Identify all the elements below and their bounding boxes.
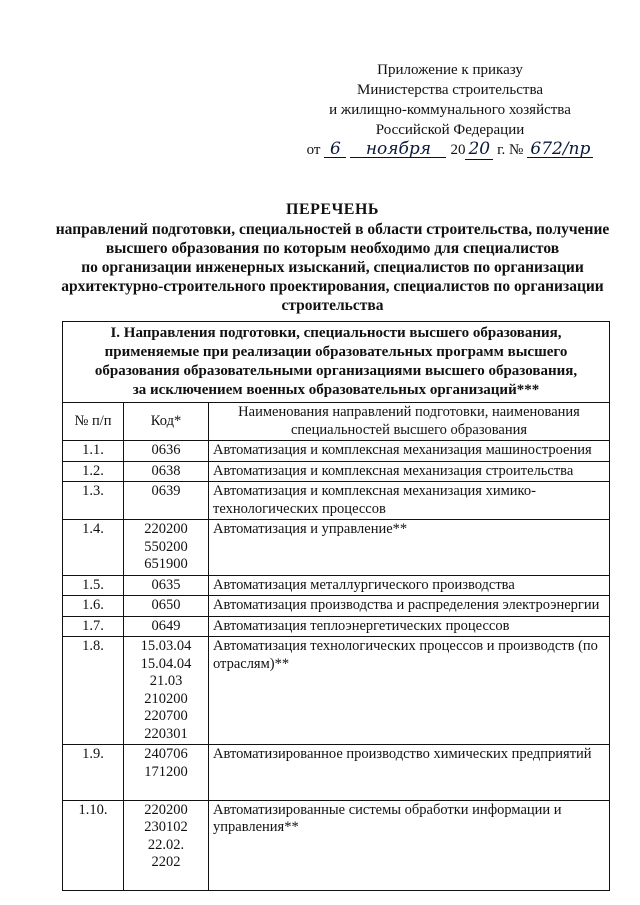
row-codes bbox=[124, 637, 209, 745]
row-number: 1.8. bbox=[63, 637, 124, 745]
title-line: высшего образования по которым необходимо для специалистов bbox=[105, 240, 560, 257]
row-codes bbox=[124, 745, 209, 801]
handwritten-year: 20 bbox=[465, 139, 493, 160]
section-line: применяемые при реализации образовательных программ высшего bbox=[104, 344, 568, 360]
table-row bbox=[63, 800, 610, 891]
year-prefix: 20 bbox=[450, 142, 466, 158]
handwritten-day: 6 bbox=[324, 141, 346, 158]
row-name: Автоматизация технологических процессов и производств (по отраслям)** bbox=[209, 637, 610, 745]
row-code: 0650 bbox=[151, 597, 181, 613]
row-code: 220200 bbox=[144, 521, 188, 537]
row-code: 210200 bbox=[144, 690, 188, 707]
row-code: 171200 bbox=[144, 763, 188, 780]
row-code: 0649 bbox=[151, 617, 181, 634]
row-number: 1.2. bbox=[63, 461, 124, 482]
row-code: 550200 bbox=[144, 538, 188, 555]
row-name: Автоматизированные системы обработки информации и управления** bbox=[209, 800, 610, 891]
row-code: 0635 bbox=[151, 576, 181, 593]
title-line: направлений подготовки, специальностей в области строительства, получение bbox=[55, 221, 610, 238]
row-codes bbox=[124, 461, 209, 482]
row-code: 0636 bbox=[151, 442, 181, 458]
row-code: 230102 bbox=[144, 819, 188, 835]
appendix-line: Российской Федерации bbox=[375, 122, 525, 138]
row-code: 15.03.04 bbox=[140, 638, 192, 654]
row-codes bbox=[124, 520, 209, 576]
handwritten-order-number: 672/пр bbox=[527, 141, 593, 158]
row-code: 651900 bbox=[144, 556, 188, 572]
appendix-line: и жилищно-коммунального хозяйства bbox=[329, 102, 571, 118]
row-name: Автоматизация и комплексная механизация строительства bbox=[209, 461, 610, 482]
table-row bbox=[63, 596, 610, 617]
row-name: Автоматизированное производство химических предприятий bbox=[209, 745, 610, 801]
row-codes bbox=[124, 482, 209, 520]
from-label: от bbox=[306, 142, 321, 158]
row-code: 220700 bbox=[144, 708, 188, 724]
appendix-block bbox=[300, 60, 600, 160]
row-codes bbox=[124, 575, 209, 596]
row-name: Автоматизация производства и распределения электроэнергии bbox=[209, 596, 610, 617]
table-row bbox=[63, 575, 610, 596]
row-code: 240706 bbox=[144, 746, 188, 762]
document-title bbox=[40, 200, 625, 315]
appendix-line: Приложение к приказу bbox=[377, 62, 523, 78]
row-code: 21.03 bbox=[149, 673, 183, 689]
row-number: 1.5. bbox=[63, 575, 124, 596]
row-name: Автоматизация и комплексная механизация машиностроения bbox=[209, 441, 610, 462]
row-spacer bbox=[128, 872, 204, 890]
table-row bbox=[63, 461, 610, 482]
row-number: 1.9. bbox=[63, 745, 124, 801]
row-spacer bbox=[128, 781, 204, 799]
row-code: 220200 bbox=[144, 801, 188, 818]
section-header bbox=[63, 322, 610, 403]
row-code: 2202 bbox=[151, 854, 181, 870]
row-codes bbox=[124, 596, 209, 617]
row-code: 22.02. bbox=[147, 836, 185, 853]
title-line: по организации инженерных изысканий, специалистов по организации bbox=[81, 259, 584, 276]
row-name: Автоматизация теплоэнергетических процессов bbox=[209, 616, 610, 637]
section-line: I. Направления подготовки, специальности высшего образования, bbox=[110, 325, 562, 341]
row-number: 1.3. bbox=[63, 482, 124, 520]
column-header-code: Код* bbox=[124, 403, 209, 441]
row-code: 15.04.04 bbox=[140, 655, 192, 672]
row-number: 1.7. bbox=[63, 616, 124, 637]
row-codes bbox=[124, 800, 209, 891]
row-codes bbox=[124, 616, 209, 637]
title-line: строительства bbox=[281, 297, 384, 314]
row-number: 1.10. bbox=[63, 800, 124, 891]
section-line: образования образовательными организациями высшего образования, bbox=[94, 363, 578, 379]
table-row bbox=[63, 482, 610, 520]
title-line: архитектурно-строительного проектирования, специалистов по организации bbox=[61, 278, 604, 295]
row-codes bbox=[124, 441, 209, 462]
handwritten-month: ноября bbox=[350, 141, 446, 158]
row-name: Автоматизация металлургического производства bbox=[209, 575, 610, 596]
table-row bbox=[63, 616, 610, 637]
row-code: 0638 bbox=[151, 462, 181, 479]
section-line: за исключением военных образовательных организаций*** bbox=[132, 382, 540, 398]
row-number: 1.1. bbox=[63, 441, 124, 462]
row-code: 0639 bbox=[151, 483, 181, 499]
appendix-line: Министерства строительства bbox=[356, 82, 543, 98]
row-name: Автоматизация и комплексная механизация химико-технологических процессов bbox=[209, 482, 610, 520]
row-number: 1.6. bbox=[63, 596, 124, 617]
order-date-line bbox=[300, 140, 600, 160]
row-code: 220301 bbox=[144, 725, 188, 742]
table-row bbox=[63, 745, 610, 801]
row-number: 1.4. bbox=[63, 520, 124, 576]
table-row bbox=[63, 520, 610, 576]
table-row bbox=[63, 637, 610, 745]
table-body bbox=[63, 441, 610, 891]
title-heading: ПЕРЕЧЕНЬ bbox=[286, 201, 379, 218]
table-row bbox=[63, 441, 610, 462]
specialties-table bbox=[62, 321, 610, 891]
column-header-name: Наименования направлений подготовки, наименования специальностей высшего образования bbox=[209, 403, 610, 441]
number-label: г. № bbox=[497, 142, 524, 158]
row-name: Автоматизация и управление** bbox=[209, 520, 610, 576]
column-header-number: № п/п bbox=[63, 403, 124, 441]
